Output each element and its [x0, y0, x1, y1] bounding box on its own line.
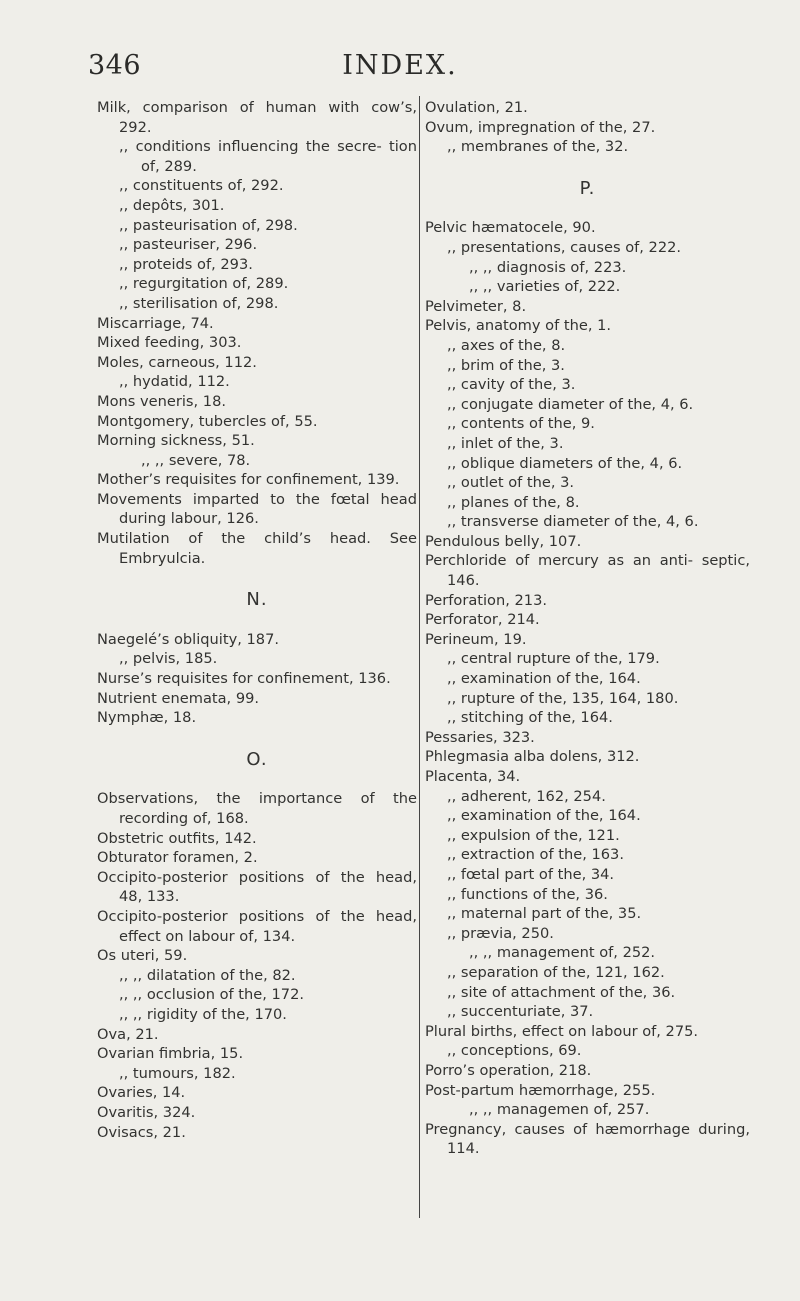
- index-subentry: ,, ,, management of, 252.: [469, 944, 656, 962]
- index-subentry: ,, separation of the, 121, 162.: [447, 963, 665, 981]
- index-entry: Perineum, 19.: [425, 630, 527, 648]
- index-subentry: ,, extraction of the, 163.: [447, 846, 624, 864]
- index-entry: Placenta, 34.: [425, 768, 521, 785]
- index-subentry: ,, pasteuriser, 296.: [119, 236, 258, 254]
- index-subentry: ,, expulsion of the, 121.: [447, 826, 620, 844]
- index-entry: Mutilation of the child’s head. See Embryulcia.: [97, 530, 417, 567]
- index-subentry: ,, adherent, 162, 254.: [447, 787, 606, 805]
- index-subentry: ,, functions of the, 36.: [447, 885, 608, 903]
- index-subentry: ,, succenturiate, 37.: [447, 1003, 594, 1021]
- index-subentry: ,, ,, dilatation of the, 82.: [119, 966, 296, 984]
- index-subentry: ,, inlet of the, 3.: [447, 434, 564, 452]
- index-subentry: ,, hydatid, 112.: [119, 373, 230, 391]
- page-title: INDEX.: [342, 50, 458, 81]
- index-entry: Pregnancy, causes of hæmorrhage during, 114.: [425, 1120, 750, 1158]
- index-entry: Post-partum hæmorrhage, 255.: [425, 1081, 656, 1099]
- index-entry: Milk, comparison of human with cow’s, 292.: [97, 99, 417, 136]
- index-subentry: ,, oblique diameters of the, 4, 6.: [447, 454, 683, 472]
- index-subentry: ,, axes of the, 8.: [447, 336, 566, 354]
- index-subentry: ,, conditions influencing the secre- tion of, 289.: [119, 138, 417, 175]
- index-subentry: ,, examination of the, 164.: [447, 670, 641, 688]
- index-entry: Ovisacs, 21.: [97, 1123, 186, 1141]
- index-subentry: ,, transverse diameter of the, 4, 6.: [447, 513, 699, 531]
- index-entry: Perchloride of mercury as an anti- septic, 146.: [425, 552, 750, 590]
- index-subentry: ,, outlet of the, 3.: [447, 474, 575, 492]
- index-entry: Nurse’s requisites for confinement, 136.: [97, 670, 391, 688]
- index-entry: Pelvis, anatomy of the, 1.: [425, 317, 612, 335]
- index-subentry: ,, ,, managemen of, 257.: [469, 1101, 650, 1119]
- index-subentry: ,, planes of the, 8.: [447, 493, 580, 511]
- index-subentry: ,, constituents of, 292.: [119, 177, 284, 195]
- index-subentry: ,, pasteurisation of, 298.: [119, 216, 298, 234]
- index-entry: Mixed feeding, 303.: [97, 334, 242, 352]
- index-subentry: ,, fœtal part of the, 34.: [447, 865, 615, 883]
- index-entry: Ovulation, 21.: [425, 99, 528, 116]
- index-entry: Moles, carneous, 112.: [97, 353, 257, 371]
- index-entry: Mother’s requisites for confinement, 139.: [97, 471, 400, 489]
- index-subentry: ,, maternal part of the, 35.: [447, 905, 642, 923]
- left-column: [97, 98, 417, 1142]
- index-subentry: ,, proteids of, 293.: [119, 255, 253, 273]
- index-entry: Ovum, impregnation of the, 27.: [425, 118, 656, 136]
- index-subentry: ,, presentations, causes of, 222.: [447, 238, 682, 256]
- index-entry: Naegelé’s obliquity, 187.: [97, 630, 279, 648]
- index-entry: Phlegmasia alba dolens, 312.: [425, 748, 640, 766]
- page-number: 346: [88, 50, 142, 81]
- index-subentry: ,, stitching of the, 164.: [447, 709, 613, 727]
- index-entry: Observations, the importance of the recording of, 168.: [97, 790, 417, 827]
- index-subentry: ,, ,, diagnosis of, 223.: [469, 258, 627, 276]
- index-subentry: ,, conjugate diameter of the, 4, 6.: [447, 395, 694, 413]
- section-letter-n: N.: [246, 589, 268, 611]
- column-divider: [419, 96, 420, 1218]
- index-subentry: ,, regurgitation of, 289.: [119, 275, 289, 293]
- index-subentry: ,, sterilisation of, 298.: [119, 294, 279, 312]
- index-subentry: ,, prævia, 250.: [447, 924, 554, 942]
- right-column: [425, 98, 750, 1159]
- index-entry: Movements imparted to the fœtal head during labour, 126.: [97, 490, 417, 528]
- section-letter-p: P.: [579, 177, 596, 199]
- index-subentry: ,, membranes of the, 32.: [447, 138, 629, 156]
- index-entry: Ovarian fimbria, 15.: [97, 1045, 244, 1063]
- index-subentry: ,, ,, severe, 78.: [141, 451, 251, 469]
- index-subentry: ,, ,, occlusion of the, 172.: [119, 986, 305, 1004]
- index-entry: Plural births, effect on labour of, 275.: [425, 1022, 699, 1040]
- index-entry: Morning sickness, 51.: [97, 432, 255, 450]
- index-entry: Mons veneris, 18.: [97, 392, 226, 410]
- index-entry: Nutrient enemata, 99.: [97, 689, 260, 707]
- index-subentry: ,, pelvis, 185.: [119, 650, 218, 668]
- index-subentry: ,, rupture of the, 135, 164, 180.: [447, 689, 679, 707]
- index-subentry: ,, contents of the, 9.: [447, 415, 595, 433]
- index-subentry: ,, site of attachment of the, 36.: [447, 983, 676, 1001]
- index-entry: Ovaritis, 324.: [97, 1103, 196, 1121]
- index-entry: Obturator foramen, 2.: [97, 849, 258, 867]
- index-entry: Pessaries, 323.: [425, 728, 535, 746]
- index-subentry: ,, depôts, 301.: [119, 196, 225, 214]
- index-entry: Os uteri, 59.: [97, 947, 188, 965]
- index-entry: Nymphæ, 18.: [97, 709, 197, 727]
- index-entry: Pelvic hæmatocele, 90.: [425, 219, 596, 237]
- page-header: [0, 50, 800, 90]
- index-subentry: ,, cavity of the, 3.: [447, 376, 576, 394]
- index-subentry: ,, conceptions, 69.: [447, 1042, 582, 1060]
- index-subentry: ,, ,, rigidity of the, 170.: [119, 1005, 287, 1023]
- index-entry: Miscarriage, 74.: [97, 314, 214, 332]
- index-subentry: ,, tumours, 182.: [119, 1064, 236, 1082]
- index-entry: Pelvimeter, 8.: [425, 297, 527, 315]
- index-subentry: ,, ,, varieties of, 222.: [469, 278, 621, 296]
- index-entry: Perforation, 213.: [425, 591, 547, 609]
- index-entry: Obstetric outfits, 142.: [97, 829, 257, 847]
- index-entry: Occipito-posterior positions of the head, effect on labour of, 134.: [97, 907, 417, 945]
- index-entry: Perforator, 214.: [425, 611, 540, 629]
- index-entry: Porro’s operation, 218.: [425, 1061, 592, 1079]
- index-subentry: ,, central rupture of the, 179.: [447, 650, 660, 668]
- index-entry: Ova, 21.: [97, 1025, 159, 1043]
- section-letter-o: O.: [246, 748, 268, 770]
- index-entry: Occipito-posterior positions of the head, 48, 133.: [97, 868, 417, 906]
- index-entry: Ovaries, 14.: [97, 1084, 186, 1102]
- index-subentry: ,, brim of the, 3.: [447, 356, 565, 374]
- index-entry: Montgomery, tubercles of, 55.: [97, 412, 318, 430]
- index-subentry: ,, examination of the, 164.: [447, 807, 641, 825]
- index-entry: Pendulous belly, 107.: [425, 532, 582, 550]
